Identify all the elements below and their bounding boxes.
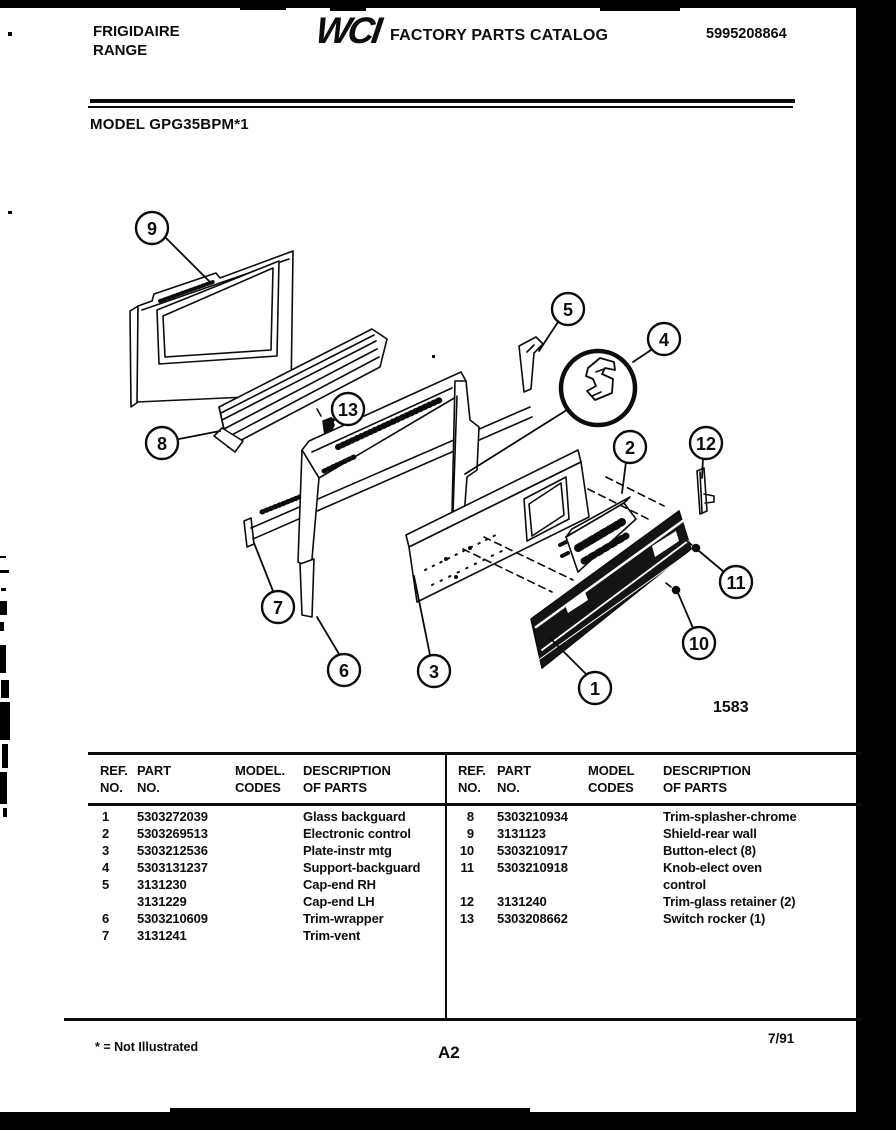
part-plate-instr (406, 450, 589, 602)
header-rule-thick (90, 99, 795, 103)
part-no: 5303272039 (137, 809, 208, 824)
col-desc-l2: OF PARTS (303, 780, 367, 795)
ref-no: 8 (466, 809, 474, 824)
part-no: 3131240 (497, 894, 547, 909)
col-model-l2: CODES (235, 780, 281, 795)
brand-line1: FRIGIDAIRE (93, 23, 180, 40)
ref-no: 3 (102, 843, 110, 858)
col-desc-l1: DESCRIPTION (303, 763, 391, 778)
ref-no: 11 (460, 860, 474, 875)
scan-bottom-bar (0, 1112, 896, 1130)
table-row (0, 859, 896, 893)
scan-top-bump (240, 7, 286, 10)
wci-logo: WCI (313, 10, 382, 51)
ref-no: 6 (102, 911, 110, 926)
footer-note: * = Not Illustrated (95, 1040, 199, 1054)
callout-6: 6 (338, 661, 350, 681)
part-no: 3131241 (137, 928, 187, 943)
part-no: 3131230 (137, 877, 187, 892)
scan-left-speck (2, 744, 8, 768)
part-no: 5303210917 (497, 843, 568, 858)
exploded-parts-diagram (0, 190, 896, 730)
scan-speck (432, 355, 435, 358)
ref-no: 9 (466, 826, 474, 841)
part-desc: Support-backguard (303, 860, 421, 875)
part-desc: Switch rocker (1) (663, 911, 766, 926)
col-desc-r2: OF PARTS (663, 780, 727, 795)
table-row (0, 910, 896, 927)
scan-top-bump (600, 7, 680, 11)
scan-left-speck (0, 772, 7, 804)
part-desc: Glass backguard (303, 809, 406, 824)
scan-left-speck (8, 32, 12, 36)
callout-4: 4 (658, 330, 670, 350)
figure-number: 1583 (713, 699, 749, 716)
callout-12: 12 (695, 434, 717, 454)
part-no: 5303269513 (137, 826, 208, 841)
model-number: MODEL GPG35BPM*1 (90, 116, 249, 133)
callout-3: 3 (428, 662, 440, 682)
col-ref-r1: REF. (458, 763, 486, 778)
callout-11: 11 (726, 573, 746, 593)
part-desc: Plate-instr mtg (303, 843, 392, 858)
part-elect-button (666, 583, 680, 594)
part-no: 5303210918 (497, 860, 568, 875)
callout-8: 8 (156, 434, 168, 454)
callout-2: 2 (624, 438, 636, 458)
ref-no: 10 (459, 843, 474, 858)
table-bottom-rule (64, 1018, 862, 1021)
col-part-r1: PART (497, 763, 532, 778)
table-row (0, 927, 896, 944)
part-no: 5303131237 (137, 860, 208, 875)
part-desc: Trim-vent (303, 928, 361, 943)
part-no: 5303210609 (137, 911, 208, 926)
part-desc: Cap-end LH (303, 894, 375, 909)
ref-no: 2 (102, 826, 110, 841)
part-desc: Button-elect (8) (663, 843, 756, 858)
col-model-l1: MODEL. (235, 763, 285, 778)
scan-bottom-smear (170, 1108, 530, 1113)
callout-13: 13 (337, 400, 359, 420)
brand-line2: RANGE (93, 42, 148, 59)
part-no: 5303212536 (137, 843, 208, 858)
ref-no: 5 (102, 877, 110, 892)
col-ref-l1: REF. (100, 763, 128, 778)
table-header-rule (88, 803, 862, 806)
table-top-rule (88, 752, 862, 755)
publication-number: 5995208864 (706, 26, 787, 42)
col-part-r2: NO. (497, 780, 520, 795)
ref-no: 13 (459, 911, 474, 926)
callout-7: 7 (272, 598, 284, 618)
part-no: 5303210934 (497, 809, 568, 824)
part-no: 5303208662 (497, 911, 568, 926)
table-row (0, 893, 896, 910)
col-part-l1: PART (137, 763, 172, 778)
part-no: 3131229 (137, 894, 187, 909)
col-model-r2: CODES (588, 780, 634, 795)
brand-name (93, 22, 180, 60)
callout-1: 1 (589, 679, 601, 699)
col-model-r1: MODEL (588, 763, 635, 778)
ref-no: 12 (459, 894, 474, 909)
catalog-title: FACTORY PARTS CATALOG (390, 27, 609, 44)
part-desc: Trim-wrapper (303, 911, 384, 926)
part-desc: Electronic control (303, 826, 411, 841)
table-row (0, 808, 896, 825)
col-desc-r1: DESCRIPTION (663, 763, 751, 778)
col-part-l2: NO. (137, 780, 160, 795)
part-trim-glass-retainer (697, 468, 714, 514)
table-row (0, 825, 896, 842)
part-desc: Trim-glass retainer (2) (663, 894, 796, 909)
ref-no: 4 (102, 860, 110, 875)
col-ref-l2: NO. (100, 780, 123, 795)
ref-no: 7 (102, 928, 110, 943)
part-desc: Knob-elect oven control (663, 860, 762, 892)
callout-9: 9 (146, 219, 158, 239)
scan-top-bar (0, 0, 896, 8)
part-desc: Shield-rear wall (663, 826, 757, 841)
col-ref-r2: NO. (458, 780, 481, 795)
table-row (0, 842, 896, 859)
ref-no: 1 (102, 809, 110, 824)
callout-10: 10 (688, 634, 710, 654)
part-support-detail-circle (465, 351, 635, 474)
footer-page-id: A2 (438, 1043, 460, 1062)
footer-issue-date: 7/91 (768, 1031, 795, 1046)
part-cap-end (519, 337, 543, 392)
part-no: 3131123 (497, 826, 546, 841)
part-desc: Trim-splasher-chrome (663, 809, 797, 824)
part-desc: Cap-end RH (303, 877, 376, 892)
callout-5: 5 (562, 300, 574, 320)
header-rule-thin (88, 106, 793, 108)
